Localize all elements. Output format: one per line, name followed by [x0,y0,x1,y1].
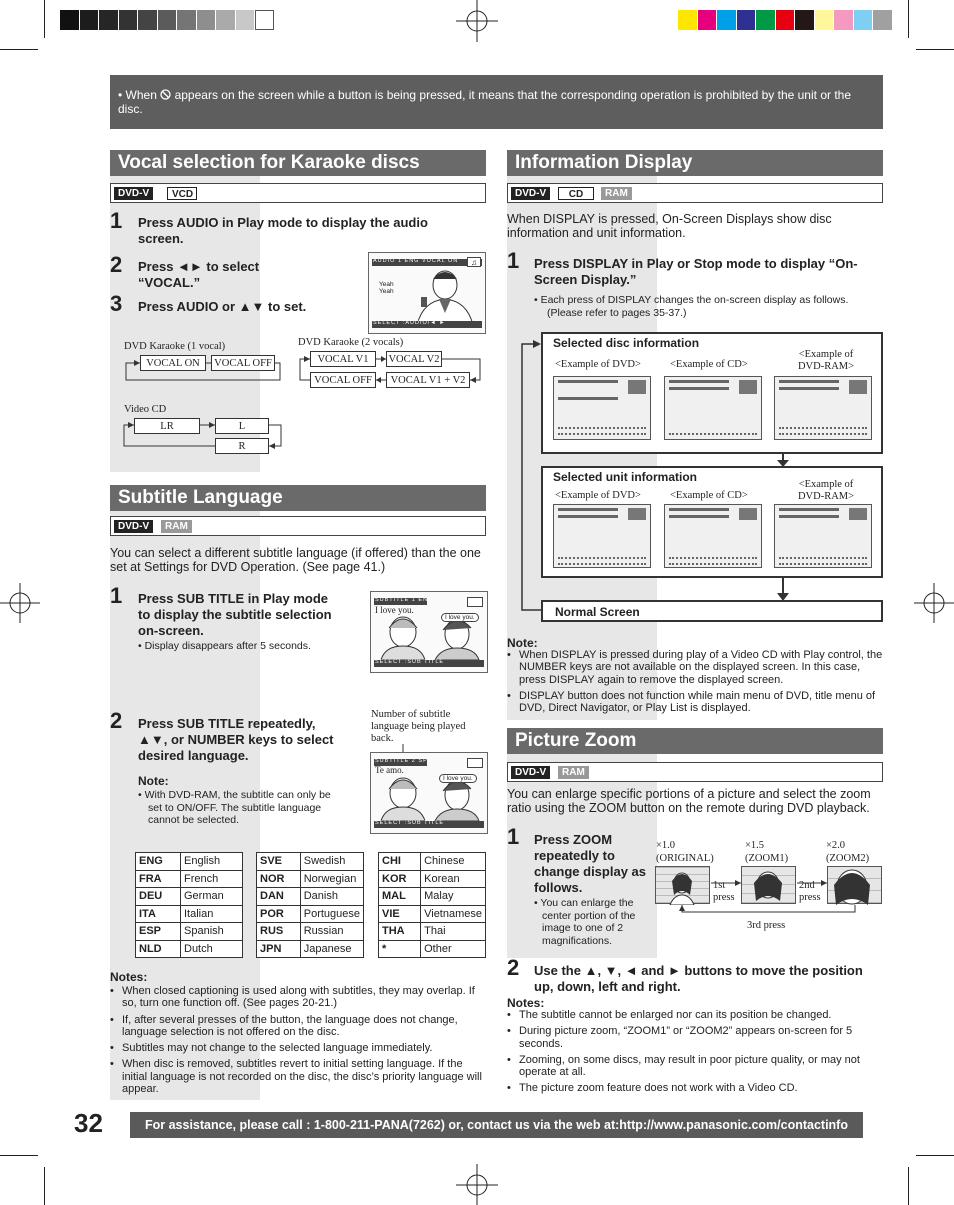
zoom-step-2: Use the ▲, ▼, ◄ and ► buttons to move the position up, down, left and right. [534,963,863,994]
language-row [257,888,364,906]
singer-illustration [409,267,479,325]
color-swatch [236,10,255,30]
language-row [136,888,243,906]
down-arrow-icon [777,577,789,601]
language-row [379,923,486,941]
language-row [257,940,364,958]
note-text: If, after several presses of the button, the language does not change, language selection is not offered on the disc. [122,1013,458,1038]
language-code: ITA [136,905,181,923]
note-text: The picture zoom feature does not work with a Video CD. [519,1082,798,1095]
down-arrow-icon [777,453,789,467]
color-swatch [737,10,756,30]
disc-info-panel: Selected disc information <Example of DVD> <Example of CD> <Example of DVD-RAM> [541,332,883,454]
language-row [379,888,486,906]
language-code: NLD [136,940,181,958]
music-note-icon: ♫ [467,257,481,267]
page-number: 32 [74,1108,103,1138]
color-swatch [854,10,873,30]
note-text: When closed captioning is used along with subtitles, they may overlap. If so, turn one function off. (See pages 20-21.) [122,985,475,1010]
language-code: CHI [379,853,421,871]
vocal-v1-box: VOCAL V1 [310,351,376,367]
color-swatch [80,10,99,30]
cd-unit-info-image [664,504,762,568]
bullet: • [507,689,511,702]
zoom-title: Picture Zoom [507,728,883,754]
color-swatch [138,10,157,30]
color-swatch [197,10,216,30]
language-row [379,870,486,888]
language-code: DEU [136,888,181,906]
vocal-off-box: VOCAL OFF [310,372,376,388]
bullet: • [110,1058,114,1071]
return-loop-arrow [518,340,544,620]
subtitle-number-label: Number of subtitle language being played back. [371,709,466,744]
language-code-table-2 [256,852,364,958]
registration-target-icon [914,583,954,623]
info-step-1: Press DISPLAY in Play or Stop mode to display “On-Screen Display.” [534,256,858,287]
vocal-badge-bar [110,183,486,203]
language-name: French [181,870,243,888]
language-code: VIE [379,905,421,923]
language-name: Thai [421,923,486,941]
bullet: • [507,649,511,661]
info-step-1-note: • Each press of DISPLAY changes the on-screen display as follows. (Please refer to pages 35-37.) [534,294,849,319]
subtitle-icon [467,597,483,607]
dvd-disc-info-image [553,376,651,440]
step-number: 2 [110,708,123,733]
color-swatch [60,10,79,30]
step-number: 1 [110,208,123,233]
language-name: Norwegian [300,870,363,888]
subtitle-badge-bar [110,516,486,536]
color-swatch [216,10,235,30]
step-number: 1 [110,583,123,608]
badge-dvd-v: DVD-V [511,187,550,200]
language-code-table-3 [378,852,486,958]
color-swatch [99,10,118,30]
info-title: Information Display [507,150,883,176]
zoom-flow-arrows [655,878,885,918]
step-number: 3 [110,291,123,316]
subtitle-icon [467,758,483,768]
badge-ram: RAM [558,766,589,779]
language-name: Danish [300,888,363,906]
info-notes [507,649,883,718]
badge-cd: CD [558,187,594,200]
note-item [110,985,490,1010]
language-row [257,905,364,923]
vocal-2-flow-arrows [290,348,486,388]
language-row [379,905,486,923]
language-code: FRA [136,870,181,888]
language-name: Malay [421,888,486,906]
info-intro: When DISPLAY is pressed, On-Screen Displays show disc information and unit information. [507,212,832,240]
info-badge-bar [507,183,883,203]
color-swatch [717,10,736,30]
note-text: The subtitle cannot be enlarged nor can its position be changed. [519,1009,832,1021]
note-text: During picture zoom, “ZOOM1” or “ZOOM2” appears on-screen for 5 seconds. [519,1025,853,1050]
color-swatch [698,10,717,30]
color-swatch [177,10,196,30]
language-name: Chinese [421,853,486,871]
note-item [507,690,883,715]
step-number: 2 [507,955,520,980]
note-text: Zooming, on some discs, may result in poor picture quality, or may not operate at all. [519,1053,860,1079]
note-text: Subtitles may not change to the selected language immediately. [122,1042,433,1055]
vcd-lr-box: LR [134,418,200,434]
support-contact-bar: For assistance, please call : 1-800-211-PANA(7262) or, contact us via the web at:http://www.panasonic.com/contactinfo [130,1112,863,1138]
language-name: Italian [181,905,243,923]
language-row [136,905,243,923]
language-code-table-1 [135,852,243,958]
language-name: Vietnamese [421,905,486,923]
step-number: 1 [507,248,520,273]
vocal-v2-box: VOCAL V2 [386,351,442,367]
language-code: SVE [257,853,301,871]
language-code: RUS [257,923,301,941]
language-name: Spanish [181,923,243,941]
language-name: English [181,853,243,871]
language-row [136,870,243,888]
audio-screen-image: AUDIO 1 ENG VOCAL ON ♫ Yeah Yeah SELECT :AUDIO/◄ ► [368,252,486,334]
color-swatch [815,10,834,30]
prohibited-notice: • When appears on the screen while a button is being pressed, it means that the corresponding operation is prohibited by the unit or the disc. [110,75,883,129]
registration-target-icon [456,0,498,42]
note-text: When DISPLAY is pressed during play of a Video CD with Play control, the NUMBER keys are not available on the displayed screen. In this case, press DISPLAY again to remove the displayed screen. [519,649,883,686]
bullet: • [110,1042,114,1055]
note-item [507,649,883,686]
language-row [379,853,486,871]
language-name: Korean [421,870,486,888]
color-swatch [158,10,177,30]
subtitle-step-1: Press SUB TITLE in Play mode to display the subtitle selection on-screen. [138,591,332,638]
color-swatch [776,10,795,30]
vocal-title: Vocal selection for Karaoke discs [110,150,486,176]
vocal-step-1: Press AUDIO in Play mode to display the audio screen. [138,215,428,246]
vcd-l-box: L [215,418,269,434]
language-row [257,923,364,941]
vocal-1-flow-arrows [118,352,286,386]
language-code: MAL [379,888,421,906]
bullet: • [110,985,114,997]
step-number: 2 [110,252,123,277]
language-name: Swedish [300,853,363,871]
color-swatch [756,10,775,30]
language-name: Japanese [300,940,363,958]
note-item [110,1042,490,1054]
language-code: ESP [136,923,181,941]
subtitle-step-2-note: • With DVD-RAM, the subtitle can only be set to ON/OFF. The subtitle language cannot be selected. [138,789,331,826]
note-item [110,1014,490,1039]
bullet: • [507,1009,511,1021]
color-swatch [834,10,853,30]
language-code: POR [257,905,301,923]
color-swatch [119,10,138,30]
note-item [507,1054,883,1079]
language-code: JPN [257,940,301,958]
subtitle-screen-2-image: SUBTITLE 2 SPA Te amo. I love you. SELECT :SUB TITLE [370,752,488,834]
vocal-v1-v2-box: VOCAL V1 + V2 [386,372,470,388]
language-name: Portuguese [300,905,363,923]
note-item [507,1082,883,1094]
language-code: NOR [257,870,301,888]
color-swatch [678,10,697,30]
note-text: DISPLAY button does not function while main menu of DVD, title menu of DVD, Direct Navigator, or Play List is displayed. [519,689,876,715]
badge-ram: RAM [161,520,192,533]
subtitle-notes [110,985,490,1099]
prohibited-icon [160,89,171,100]
language-row [257,870,364,888]
vocal-step-2: Press ◄► to select “VOCAL.” [138,259,260,290]
language-row [136,940,243,958]
vocal-step-3: Press AUDIO or ▲▼ to set. [138,299,307,314]
subtitle-step-2: Press SUB TITLE repeatedly, ▲▼, or NUMBER keys to select desired language. [138,716,334,763]
step-number: 1 [507,824,520,849]
subtitle-title: Subtitle Language [110,485,486,511]
language-name: Other [421,940,486,958]
unit-info-panel: Selected unit information <Example of DVD> <Example of CD> <Example of DVD-RAM> [541,466,883,578]
bullet: • [507,1053,511,1066]
vcd-r-box: R [215,438,269,454]
bullet: • [507,1025,511,1038]
color-swatch [795,10,814,30]
note-item [507,1025,883,1050]
subtitle-step-1-note: • Display disappears after 5 seconds. [138,640,311,652]
note-item [110,1058,490,1095]
cd-disc-info-image [664,376,762,440]
badge-dvd-v: DVD-V [114,520,153,533]
subtitle-screen-image: SUBTITLE 1 ENG I love you. I love you. SELECT :SUB TITLE [370,591,488,673]
registration-target-icon [0,583,40,623]
registration-target-icon [456,1164,498,1205]
badge-dvd-v: DVD-V [511,766,550,779]
ram-disc-info-image [774,376,872,440]
color-swatch [255,10,274,30]
note-item [507,1009,883,1021]
vocal-on-box: VOCAL ON [140,355,206,371]
language-name: Russian [300,923,363,941]
zoom-intro: You can enlarge specific portions of a picture and select the zoom ratio using the ZOOM button on the remote during DVD playback. [507,787,871,815]
dvd-unit-info-image [553,504,651,568]
language-code: * [379,940,421,958]
language-name: Dutch [181,940,243,958]
language-code: THA [379,923,421,941]
language-row [379,940,486,958]
language-row [136,853,243,871]
bullet: • [507,1082,511,1095]
badge-ram: RAM [601,187,632,200]
zoom-badge-bar [507,762,883,782]
vocal-off-box: VOCAL OFF [211,355,275,371]
note-text: When disc is removed, subtitles revert to initial setting language. If the initial language is not recorded on the disc, the disc’s priority language will appear. [122,1058,482,1096]
language-code: DAN [257,888,301,906]
badge-vcd: VCD [167,187,197,200]
color-swatch [873,10,892,30]
language-name: German [181,888,243,906]
zoom-step-1-note: • You can enlarge the center portion of the image to one of 2 magnifications. [534,897,636,947]
subtitle-intro: You can select a different subtitle language (if offered) than the one set at Settings for DVD Operation. (See page 41.) [110,546,481,574]
vcd-flow-arrows [118,414,286,456]
normal-screen-panel: Normal Screen [541,600,883,622]
zoom-step-1: Press ZOOM repeatedly to change display as follows. [534,832,646,895]
language-code: ENG [136,853,181,871]
ram-unit-info-image [774,504,872,568]
language-row [257,853,364,871]
language-code: KOR [379,870,421,888]
bullet: • [110,1013,114,1026]
zoom-notes [507,1009,883,1099]
badge-dvd-v: DVD-V [114,187,153,200]
language-row [136,923,243,941]
